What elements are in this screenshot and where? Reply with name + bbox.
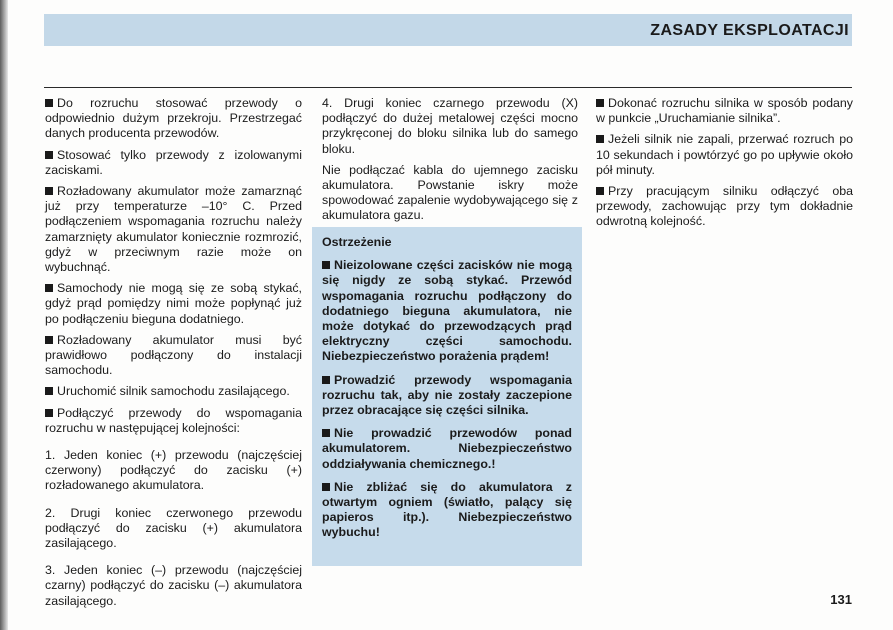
bullet-square-icon: [45, 336, 53, 344]
bullet-item: Do rozruchu stosować przewody o odpowiednio dużym przekroju. Przestrzegać danych producenta przewodów.: [45, 96, 302, 141]
bullet-square-icon: [596, 187, 604, 195]
warning-item: Nie prowadzić przewodów ponad akumulatorem. Niebezpieczeństwo oddziaływania chemicznego.!: [322, 426, 572, 471]
bullet-square-icon: [596, 99, 604, 107]
bullet-item: Podłączyć przewody do wspomagania rozruchu w następującej kolejności:: [45, 405, 302, 435]
page-title: ZASADY EKSPLOATACJI: [650, 22, 849, 39]
bullet-item: Jeżeli silnik nie zapali, przerwać rozruch po 10 sekundach i powtórzyć go po upływie około pół minuty.: [596, 132, 853, 177]
column-left: [45, 96, 302, 615]
column-right: [596, 96, 853, 236]
bullet-square-icon: [322, 261, 330, 269]
bullet-square-icon: [45, 99, 53, 107]
bullet-square-icon: [45, 284, 53, 292]
step-item: 1. Jeden koniec (+) przewodu (najczęściej czerwony) podłączyć do zacisku (+) rozładowanego akumulatora.: [45, 448, 302, 493]
bullet-item: Uruchomić silnik samochodu zasilającego.: [45, 384, 302, 399]
bullet-square-icon: [322, 483, 330, 491]
step-item: 3. Jeden koniec (–) przewodu (najczęściej czarny) podłączyć do zacisku (–) akumulatora zasilającego.: [45, 563, 302, 608]
paragraph: 4. Drugi koniec czarnego przewodu (X) podłączyć do dużej metalowej części mocno przykręconej do bloku silnika lub do samego bloku.: [322, 96, 578, 156]
warning-item: Nieizolowane części zacisków nie mogą się nigdy ze sobą stykać. Przewód wspomagania rozruchu podłączony do dodatniego bieguna akumulatora, nie może dotykać do przewodzących prąd elektryczny części samochodu. Niebezpieczeństwo porażenia prądem!: [322, 258, 572, 364]
column-middle: [322, 96, 578, 230]
bullet-square-icon: [322, 376, 330, 384]
bullet-square-icon: [45, 151, 53, 159]
bullet-square-icon: [322, 429, 330, 437]
page-number: 131: [830, 592, 852, 607]
bullet-square-icon: [596, 135, 604, 143]
bullet-square-icon: [45, 387, 53, 395]
warning-box: [312, 227, 582, 566]
bullet-item: Stosować tylko przewody z izolowanymi zaciskami.: [45, 147, 302, 177]
warning-item: Nie zbliżać się do akumulatora z otwartym ogniem (światło, palący się papieros itp.). Niebezpieczeństwo wybuchu!: [322, 479, 572, 540]
header-rule: [44, 87, 852, 88]
bullet-item: Rozładowany akumulator musi być prawidłowo podłączony do instalacji samochodu.: [45, 332, 302, 378]
paragraph: Nie podłączać kabla do ujemnego zacisku akumulatora. Powstanie iskry może spowodować zapalenie wydobywającego się z akumulatora gazu.: [322, 162, 578, 223]
bullet-square-icon: [45, 409, 53, 417]
bullet-item: Samochody nie mogą się ze sobą stykać, gdyż prąd pomiędzy nimi może popłynąć już po podłączeniu bieguna dodatniego.: [45, 281, 302, 326]
warning-item: Prowadzić przewody wspomagania rozruchu tak, aby nie zostały zaczepione przez obracające się części silnika.: [322, 372, 572, 418]
bullet-item: Dokonać rozruchu silnika w sposób podany w punkcie „Uruchamianie silnika”.: [596, 96, 853, 126]
warning-content: [322, 235, 572, 549]
warning-title: Ostrzeżenie: [322, 235, 392, 249]
bullet-square-icon: [45, 187, 53, 195]
bullet-item: Rozładowany akumulator może zamarznąć już przy temperaturze –10° C. Przed podłączeniem wspomagania rozruchu należy zamarznięty akumulator koniecznie rozmrozić, gdyż w przeciwnym razie może on wybuchnąć.: [45, 184, 302, 275]
page-spine-shadow: [0, 0, 8, 630]
step-item: 2. Drugi koniec czerwonego przewodu podłączyć do zacisku (+) akumulatora zasilającego.: [45, 505, 302, 551]
bullet-item: Przy pracującym silniku odłączyć oba przewody, zachowując przy tym dokładnie odwrotną kolejność.: [596, 184, 853, 229]
